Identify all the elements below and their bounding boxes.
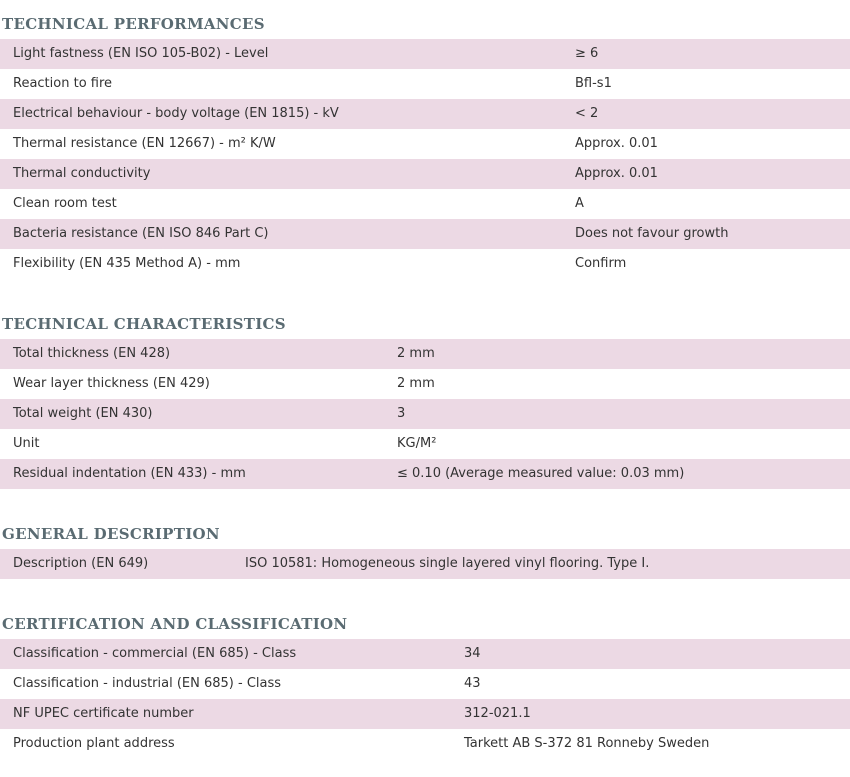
table-row: [0, 219, 850, 249]
table-row: [0, 669, 850, 699]
row-value: 2 mm: [397, 376, 435, 391]
section-title: TECHNICAL CHARACTERISTICS: [2, 315, 286, 333]
row-value: 2 mm: [397, 346, 435, 361]
row-label: Flexibility (EN 435 Method A) - mm: [13, 256, 241, 271]
row-value: ≥ 6: [575, 46, 599, 61]
row-value: Confirm: [575, 256, 627, 271]
row-label: NF UPEC certificate number: [13, 706, 194, 721]
row-value: Bfl-s1: [575, 76, 612, 91]
technical-performances-section: [0, 9, 850, 279]
row-label: Thermal resistance (EN 12667) - m² K/W: [13, 136, 276, 151]
table-row: [0, 699, 850, 729]
row-label: Total thickness (EN 428): [13, 346, 171, 361]
section-title: GENERAL DESCRIPTION: [2, 525, 220, 543]
table-row: [0, 459, 850, 489]
row-value: 3: [397, 406, 406, 421]
certification-classification-section: [0, 609, 850, 759]
row-label: Classification - industrial (EN 685) - Class: [13, 676, 282, 691]
row-label: Reaction to fire: [13, 76, 113, 91]
table-row: [0, 189, 850, 219]
row-label: Clean room test: [13, 196, 117, 211]
section-title: TECHNICAL PERFORMANCES: [2, 15, 265, 33]
table-row: [0, 129, 850, 159]
row-value: ISO 10581: Homogeneous single layered vinyl flooring. Type I.: [245, 556, 650, 571]
row-label: Thermal conductivity: [13, 166, 151, 181]
row-label: Classification - commercial (EN 685) - Class: [13, 646, 297, 661]
row-value: KG/M²: [397, 436, 437, 451]
table-row: [0, 429, 850, 459]
row-value: Approx. 0.01: [575, 136, 658, 151]
row-value: < 2: [575, 106, 599, 121]
row-value: 43: [464, 676, 481, 691]
table-row: [0, 159, 850, 189]
table-row: [0, 399, 850, 429]
row-label: Light fastness (EN ISO 105-B02) - Level: [13, 46, 269, 61]
technical-characteristics-section: [0, 309, 850, 489]
table-row: [0, 249, 850, 279]
row-value: A: [575, 196, 584, 211]
table-row: [0, 99, 850, 129]
table-row: [0, 339, 850, 369]
row-label: Description (EN 649): [13, 556, 149, 571]
row-value: 312-021.1: [464, 706, 531, 721]
row-label: Bacteria resistance (EN ISO 846 Part C): [13, 226, 269, 241]
row-label: Production plant address: [13, 736, 175, 751]
section-title: CERTIFICATION AND CLASSIFICATION: [2, 615, 348, 633]
row-label: Wear layer thickness (EN 429): [13, 376, 210, 391]
row-label: Total weight (EN 430): [13, 406, 153, 421]
table-row: [0, 549, 850, 579]
row-value: ≤ 0.10 (Average measured value: 0.03 mm): [397, 466, 685, 481]
row-value: Approx. 0.01: [575, 166, 658, 181]
row-value: Does not favour growth: [575, 226, 729, 241]
row-label: Residual indentation (EN 433) - mm: [13, 466, 246, 481]
row-value: Tarkett AB S-372 81 Ronneby Sweden: [464, 736, 710, 751]
table-row: [0, 69, 850, 99]
row-value: 34: [464, 646, 481, 661]
table-row: [0, 369, 850, 399]
general-description-section: [0, 519, 850, 579]
table-row: [0, 729, 850, 759]
row-label: Electrical behaviour - body voltage (EN 1815) - kV: [13, 106, 339, 121]
table-row: [0, 39, 850, 69]
table-row: [0, 639, 850, 669]
row-label: Unit: [13, 436, 40, 451]
